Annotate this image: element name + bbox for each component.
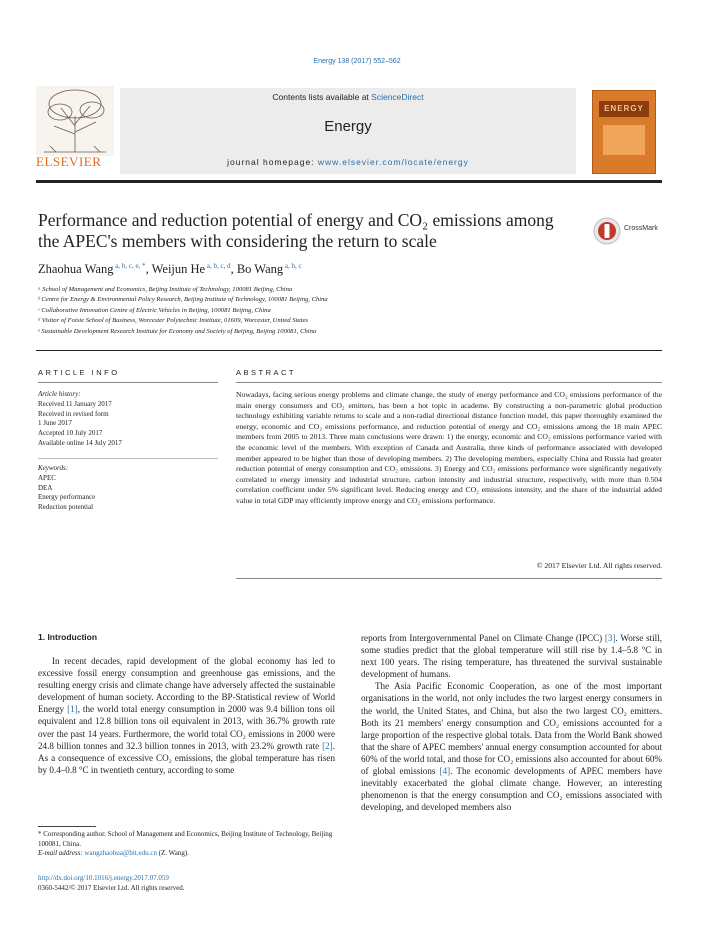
keyword-item: Reduction potential [38,503,94,512]
homepage-prefix: journal homepage: [227,157,318,167]
homepage-link[interactable]: www.elsevier.com/locate/energy [317,157,469,167]
affiliation-item: ᵃ School of Management and Economics, Beijing Institute of Technology, 100081 Beijing, China [38,286,293,293]
affiliation-item: ᵉ Sustainable Development Research Institute for Economy and Society of Beijing, Beijing 100081, China [38,327,317,335]
doi-block [38,874,335,893]
author-name: Bo Wang [236,262,284,277]
journal-reference[interactable]: Energy 138 (2017) 552–562 [313,58,401,65]
corresponding-author-note: * Corresponding author. School of Management and Economics, Beijing Institute of Technology, Beijing 100081, China. [38,830,333,848]
journal-name: Energy [324,118,372,135]
affiliation-item: ᶜ Collaborative Innovation Centre of Electric Vehicles in Beijing, 100081 Beijing, China [38,306,271,314]
article-info-heading: ARTICLE INFO [38,368,120,377]
citation-link[interactable]: [3] [604,633,616,643]
author-affiliation-marks[interactable]: a, b, c, e, * [113,262,146,270]
affiliation-list [38,285,538,337]
email-line [38,849,335,859]
email-suffix: (Z. Wang). [156,849,189,858]
author-name: Zhaohua Wang [38,262,114,277]
keyword-item: APEC [38,473,56,482]
body-text: . As a consequence of excessive CO₂ emissions, the global temperature has risen by 0.4–0.8 °C in twentieth century, according to some [38,740,335,775]
sciencedirect-link[interactable]: ScienceDirect [371,92,424,102]
contents-line [120,92,576,102]
history-item: 1 June 2017 [38,419,72,428]
body-text: The Asia Pacific Economic Cooperation, as one of the most important organisations in the world, not only includes the two largest energy consumers in the world, the United States, and China, but also the two largest CO₂ emitters. Both its 21 members' energy consumption and CO₂ emissions accounted for a large proportion of the respective global totals. Data from the World Bank showed that the share of APEC members' annual energy consumption accounted for about 60% of the world total, and those for CO₂ emissions also accounted for about 60% of global emissions [361,681,662,777]
body-paragraph [361,680,662,813]
abstract-text: Nowadays, facing serious energy problems and climate change, the study of energy performance and CO₂ emissions performance of the main energy consumers and CO₂ emitters, has been a hot topic in academe. By constructing a non-parametric global production technology exhibiting variable returns to scale and a non-radial directional distance function model, this paper thoroughly examined the energy, economic and CO₂ emissions performance, and reduction potential of energy and CO₂ emissions among the 18 main APEC members from 2005 to 2013. Three main conclusions were drawn: 1) the energy, economic and CO₂ emissions performance varied with the economic level of the members. With exception of Canada and Australia, three kinds of performance associated with developed member appeared to be higher than those of developing members. 2) The developing members, especially China and Russia had greater reduction potential of energy consumption and CO₂ emissions. 3) Energy and CO₂ emissions performance were significantly negatively correlated to energy intensity and industrial structure, carbon intensity and industrial structure, respectively, with more than 0.504 correlation coefficient under 5% significant level. Reducing energy and CO₂ emissions intensity, and the share of the industrial added value in total GDP may efficiently improve energy and CO₂ emissions performance. [236,390,662,505]
keywords [38,464,218,513]
header-rule [36,180,662,183]
article-info-rule [38,382,218,383]
crossmark-badge[interactable] [592,216,658,251]
history-item: Available online 14 July 2017 [38,438,122,447]
body-paragraph [38,655,335,776]
doi-link[interactable]: http://dx.doi.org/10.1016/j.energy.2017.07.059 [38,874,169,882]
author-separator: , [145,262,152,277]
history-item: Accepted 10 July 2017 [38,429,103,438]
body-paragraph [361,632,662,680]
elsevier-wordmark: ELSEVIER [36,154,102,169]
author-affiliation-marks[interactable]: a, b, c [283,262,302,270]
cover-title: ENERGY [599,101,649,117]
body-column-left [38,655,335,776]
body-column-right [361,632,662,813]
footnote-rule [38,826,96,827]
cover-art [603,125,645,155]
body-text: , the world total energy consumption in 2000 was 9.4 billion tons oil equivalent and 12.8 billion tons oil equivalent in 2013, with 36.7% growth rate over the past 14 years. Furthermore, the world total CO₂ emissions in 2000 were 24.8 billion tonnes and 32.3 billion tonnes in 2013, with 23.2% growth rate [38,704,335,751]
contents-prefix: Contents lists available at [272,92,372,102]
affiliation-item: ᵈ Visitor of Foisie School of Business, Worcester Polytechnic Institute, 01609, Worcester, United States [38,317,308,325]
crossmark-icon [592,216,622,246]
footnote [38,830,335,859]
crossmark-label: CrossMark [624,225,658,232]
issn-line: 0360-5442/© 2017 Elsevier Ltd. All rights reserved. [38,883,185,892]
author-name: Weijun He [151,262,206,277]
affiliation-item: ᵇ Centre for Energy & Environmental Policy Research, Beijing Institute of Technology, 100081 Beijing, China [38,296,328,304]
citation-link[interactable]: [1] [67,704,78,715]
body-text: . Worse still, some studies predict that the global temperature will still rise by 1.4–5.8 °C in next 100 years. The rising temperature, has threatened the survival sustainable development of humans. [361,633,662,680]
keyword-item: Energy performance [38,493,96,502]
history-item: Received in revised form [38,409,109,418]
body-text: reports from Intergovernmental Panel on Climate Change (IPCC) [361,633,605,643]
citation-link[interactable]: [4] [439,766,451,777]
email-label: E-mail address: [38,849,85,858]
email-link[interactable]: wangzhaohua@bit.edu.cn [84,849,157,858]
history-item: Received 11 January 2017 [38,399,112,408]
article-info-divider [38,458,218,459]
body-text: . The economic developments of APEC members have inevitably exacerbated the global climate change. However, an interesting phenomenon is that the energy consumption and CO₂ emissions associated with developing, and developed members also [361,766,663,813]
abstract-bottom-rule [236,578,662,579]
copyright-notice: © 2017 Elsevier Ltd. All rights reserved. [536,561,662,570]
article-history [38,390,218,449]
author-separator: , [230,262,237,277]
keyword-item: DEA [38,483,53,492]
author-list [38,262,302,277]
abstract-rule [236,382,662,383]
history-label: Article history: [38,390,81,398]
introduction-heading: 1. Introduction [38,632,98,642]
journal-homepage [120,157,576,167]
citation-link[interactable]: [2] [322,740,333,751]
body-text: In recent decades, rapid development of the global economy has led to excessive fossil energy consumption and greenhouse gas emissions, and the resulting energy crisis and climate change have adversely affected the sustainable development of human society. According to the BP-Statistical review of World Energy [38,656,335,715]
journal-cover-thumbnail [592,90,656,174]
abstract-heading: ABSTRACT [236,368,297,377]
author-affiliation-marks[interactable]: a, b, c, d [205,262,231,270]
keywords-label: Keywords: [38,464,69,472]
article-title: Performance and reduction potential of energy and CO₂ emissions among the APEC's members with considering the return to scale [38,210,554,251]
section-rule [36,350,662,351]
